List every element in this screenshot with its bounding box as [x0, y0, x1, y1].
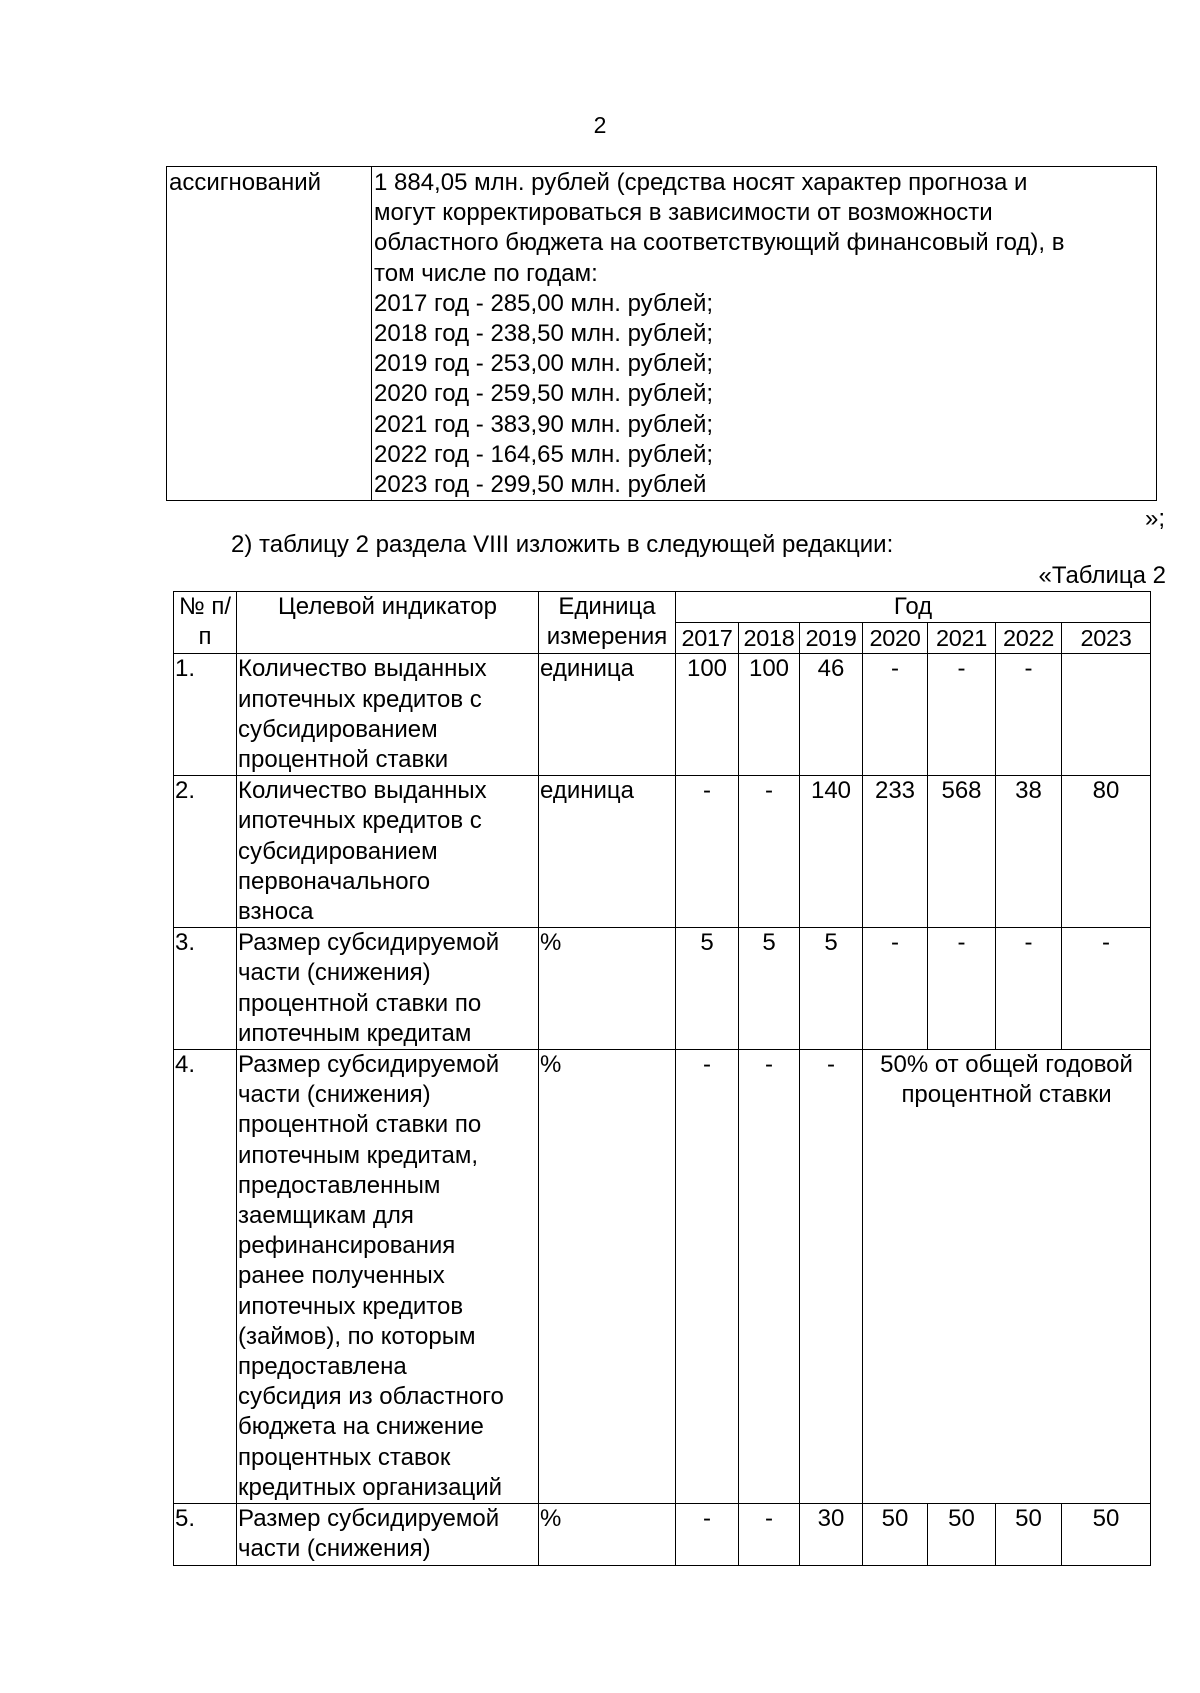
- financing-line: 2017 год - 285,00 млн. рублей;: [374, 289, 714, 317]
- merged-value-line: 50% от общей годовой: [880, 1051, 1133, 1079]
- row-num: 1.: [174, 654, 237, 776]
- value-cell: -: [676, 1050, 739, 1504]
- financing-row: [167, 167, 1157, 501]
- financing-line: 2022 год - 164,65 млн. рублей;: [374, 440, 714, 468]
- table-row: [174, 928, 1151, 1050]
- indicator-line: ипотечным кредитам,: [238, 1141, 478, 1169]
- indicator-name: [237, 654, 539, 776]
- financing-line: областного бюджета на соответствующий финансовый год), в: [374, 229, 1065, 257]
- table-caption: «Таблица 2: [1038, 562, 1166, 589]
- financing-line: могут корректироваться в зависимости от возможности: [374, 199, 993, 227]
- table-row: [174, 654, 1151, 776]
- value-cell: -: [863, 654, 928, 776]
- indicator-name: [237, 928, 539, 1050]
- table-row: [174, 776, 1151, 928]
- value-cell: -: [676, 1504, 739, 1565]
- header-year: 2019: [800, 623, 863, 654]
- indicator-name: [237, 776, 539, 928]
- indicator-name: [237, 1050, 539, 1504]
- value-cell: -: [739, 1050, 800, 1504]
- indicator-line: процентных ставок: [238, 1443, 451, 1471]
- value-cell: 233: [863, 776, 928, 928]
- merged-value-line: процентной ставки: [901, 1081, 1112, 1109]
- header-year: 2018: [739, 623, 800, 654]
- header-unit: Единица измерения: [539, 592, 676, 654]
- header-row: [174, 592, 1151, 623]
- value-cell: -: [800, 1050, 863, 1504]
- financing-line: 1 884,05 млн. рублей (средства носят характер прогноза и: [374, 169, 1028, 196]
- financing-table: [166, 166, 1157, 501]
- indicator-line: бюджета на снижение: [238, 1413, 484, 1441]
- value-cell: 80: [1062, 776, 1151, 928]
- value-cell: -: [996, 928, 1062, 1050]
- indicator-line: Количество выданных: [238, 655, 487, 683]
- indicator-line: (займов), по которым: [238, 1322, 476, 1350]
- indicator-line: субсидированием: [238, 715, 438, 743]
- header-year-group: Год: [676, 592, 1151, 623]
- value-cell: -: [739, 1504, 800, 1565]
- header-year: 2022: [996, 623, 1062, 654]
- table-row: [174, 1050, 1151, 1504]
- value-cell: 30: [800, 1504, 863, 1565]
- unit-cell: %: [539, 1050, 676, 1504]
- value-cell: -: [928, 928, 996, 1050]
- indicator-line: части (снижения): [238, 1081, 431, 1109]
- financing-line: 2020 год - 259,50 млн. рублей;: [374, 380, 714, 408]
- financing-line: 2021 год - 383,90 млн. рублей;: [374, 410, 714, 438]
- unit-cell: единица: [539, 776, 676, 928]
- instruction-text: 2) таблицу 2 раздела VIII изложить в следующей редакции:: [231, 531, 894, 558]
- value-cell: 100: [739, 654, 800, 776]
- unit-cell: %: [539, 928, 676, 1050]
- value-cell: -: [863, 928, 928, 1050]
- header-num: № п/п: [174, 592, 237, 654]
- value-cell: 50: [863, 1504, 928, 1565]
- unit-cell: единица: [539, 654, 676, 776]
- header-indicator: Целевой индикатор: [237, 592, 539, 654]
- indicator-line: Размер субсидируемой: [238, 929, 500, 957]
- financing-line: 2018 год - 238,50 млн. рублей;: [374, 320, 714, 348]
- value-cell: 38: [996, 776, 1062, 928]
- row-num: 2.: [174, 776, 237, 928]
- value-cell: 5: [676, 928, 739, 1050]
- indicator-line: процентной ставки по: [238, 1111, 482, 1139]
- indicator-line: предоставлена: [238, 1353, 407, 1381]
- value-cell: 50: [928, 1504, 996, 1565]
- indicator-line: заемщикам для: [238, 1202, 414, 1230]
- financing-label: ассигнований: [167, 167, 372, 501]
- closing-quote: »;: [1144, 505, 1165, 532]
- value-cell: 50: [1062, 1504, 1151, 1565]
- indicator-line: Количество выданных: [238, 777, 487, 805]
- indicator-line: Размер субсидируемой: [238, 1051, 500, 1079]
- value-cell: -: [928, 654, 996, 776]
- indicator-line: взноса: [238, 898, 314, 926]
- value-cell: 50: [996, 1504, 1062, 1565]
- table-row: [174, 1504, 1151, 1565]
- merged-value-cell: [863, 1050, 1151, 1504]
- value-cell: -: [676, 776, 739, 928]
- page-number: 2: [593, 112, 607, 138]
- financing-line: 2023 год - 299,50 млн. рублей: [374, 471, 707, 499]
- financing-line: том числе по годам:: [374, 259, 598, 287]
- financing-text: [372, 167, 1157, 501]
- indicator-line: кредитных организаций: [238, 1473, 503, 1501]
- indicator-line: процентной ставки: [238, 746, 449, 774]
- value-cell: 5: [800, 928, 863, 1050]
- indicator-line: ипотечным кредитам: [238, 1019, 472, 1047]
- value-cell: -: [996, 654, 1062, 776]
- indicator-line: части (снижения): [238, 959, 431, 987]
- indicator-table: [173, 591, 1151, 1566]
- indicator-line: ранее полученных: [238, 1262, 445, 1290]
- indicator-line: первоначального: [238, 867, 431, 895]
- indicator-line: рефинансирования: [238, 1232, 456, 1260]
- indicator-line: части (снижения): [238, 1535, 431, 1563]
- indicator-line: Размер субсидируемой: [238, 1505, 500, 1533]
- header-year: 2020: [863, 623, 928, 654]
- indicator-line: субсидированием: [238, 837, 438, 865]
- value-cell: [1062, 654, 1151, 776]
- row-num: 5.: [174, 1504, 237, 1565]
- financing-line: 2019 год - 253,00 млн. рублей;: [374, 350, 714, 378]
- value-cell: 568: [928, 776, 996, 928]
- row-num: 4.: [174, 1050, 237, 1504]
- value-cell: -: [739, 776, 800, 928]
- header-year: 2017: [676, 623, 739, 654]
- indicator-line: процентной ставки по: [238, 989, 482, 1017]
- indicator-line: ипотечных кредитов с: [238, 807, 482, 835]
- value-cell: 100: [676, 654, 739, 776]
- value-cell: 5: [739, 928, 800, 1050]
- indicator-line: ипотечных кредитов с: [238, 685, 482, 713]
- header-year: 2023: [1062, 623, 1151, 654]
- value-cell: 46: [800, 654, 863, 776]
- indicator-line: предоставленным: [238, 1171, 441, 1199]
- header-year: 2021: [928, 623, 996, 654]
- row-num: 3.: [174, 928, 237, 1050]
- indicator-name: [237, 1504, 539, 1565]
- value-cell: -: [1062, 928, 1151, 1050]
- indicator-line: субсидия из областного: [238, 1383, 504, 1411]
- value-cell: 140: [800, 776, 863, 928]
- indicator-line: ипотечных кредитов: [238, 1292, 464, 1320]
- unit-cell: %: [539, 1504, 676, 1565]
